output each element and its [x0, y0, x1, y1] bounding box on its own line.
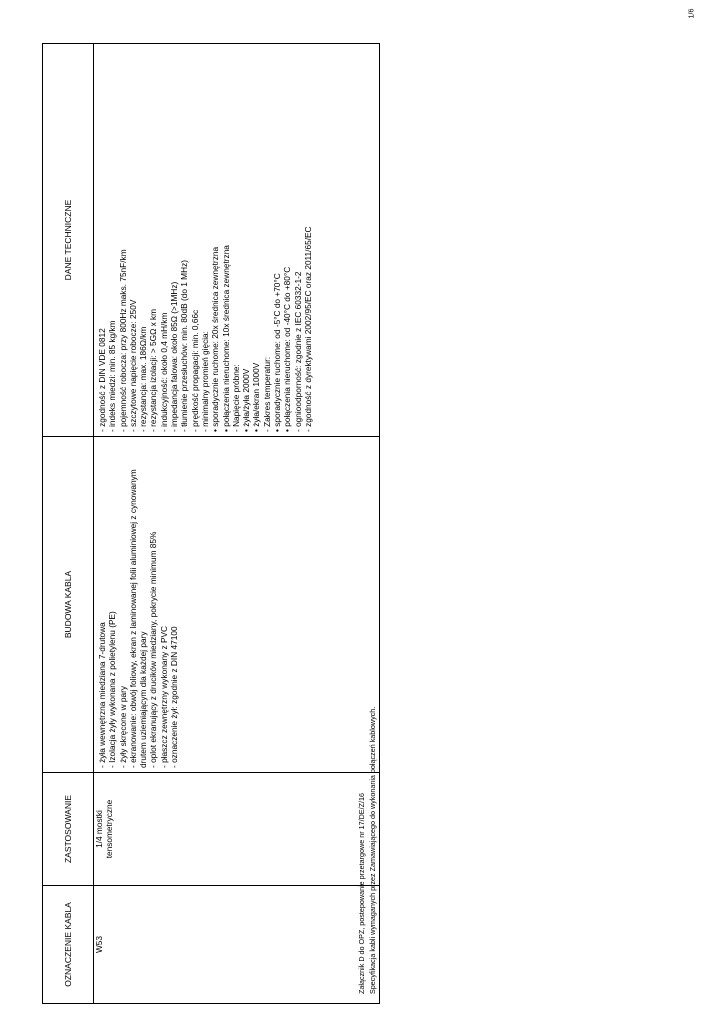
header-construction: BUDOWA KABLA: [43, 437, 94, 773]
list-item: - zgodność z dyrektywami 2002/95/EC oraz 2011/65/EC: [302, 226, 313, 432]
list-item: - żyły skręcone w pary: [117, 685, 128, 768]
list-item: - prędkość propagacji: min. 0,66c: [189, 309, 200, 432]
list-item: - Zakres temperatur:: [261, 356, 272, 432]
list-item: - minimalny promień gięcia:: [199, 331, 210, 432]
list-item: - rezystancja izolacji: > 5GΩ x km: [148, 308, 159, 432]
list-item: - oznaczenie żył: zgodnie z DIN 47100: [169, 626, 180, 768]
list-item: - impedancja falowa: około 85Ω (>1MHz): [169, 281, 180, 432]
list-item: • sporadycznie ruchome: 20x średnica zewnętrzna: [210, 246, 221, 432]
list-item: • połączenia nieruchome: 10x średnica zewnętrzna: [220, 245, 231, 432]
list-item: • sporadycznie ruchome: od -5°C do +70°C: [272, 273, 283, 432]
rotated-footer: [42, 44, 380, 1004]
application-line: tensometryczne: [104, 799, 115, 859]
list-item: - Izolacja żyły wykonana z polietylenu (PE): [107, 611, 118, 768]
list-item: • połączenia nieruchome: od -40°C do +80°C: [282, 266, 293, 432]
list-item: - oplot ekranujący z drucików miedziany, pokrycie minimum 85%: [148, 531, 159, 768]
footer-line-attachment: Załącznik D do OPZ, postepowanie przetargowe nr 17/DE/Z/16: [357, 793, 366, 994]
list-item: - ognioodporność: zgodnie z IEC 60332-1-2: [292, 271, 303, 432]
list-item: - rezystancja: max. 186Ω/km: [138, 326, 149, 432]
list-item: - ekranowanie: obwój foliowy, ekran z laminowanej folii aluminiowej z cynowanym: [127, 469, 138, 768]
list-item: - szczytowe napięcie robocze: 250V: [127, 299, 138, 432]
list-item: • żyła/żyła 2000V: [241, 368, 252, 432]
list-item: - zgodność z DIN VDE 0812: [97, 328, 107, 432]
header-application: ZASTOSOWANIE: [43, 773, 94, 886]
cable-marking: W53: [94, 935, 104, 954]
list-item: • żyła/ekran 1000V: [251, 362, 262, 432]
header-marking: OZNACZENIE KABLA: [43, 886, 94, 1004]
application-line: 1/4 mostki: [94, 810, 104, 848]
header-technical: DANE TECHNICZNE: [43, 44, 94, 437]
list-item: - Napięcie próbne:: [230, 364, 241, 432]
list-item: drutem uziemiającym dla każdej pary: [138, 631, 149, 768]
list-item: - indeks miedzi: min. 85 kg/km: [107, 320, 118, 432]
footer-line-specification: Specyfikacja kabli wymaganych przez Zamawiającego do wykonania połączeń kablowych.: [368, 706, 377, 994]
document-footer: [42, 44, 380, 1004]
list-item: - żyła wewnętrzna miedziana 7-drutowa: [97, 622, 107, 768]
page-number: 1/6: [688, 8, 696, 19]
list-item: - płaszcz zewnętrzny wykonany z PVC: [158, 625, 169, 768]
list-item: - indukcyjność: około 0,4 mH/km: [158, 312, 169, 432]
list-item: - pojemność robocza: przy 800Hz maks. 75nF/km: [117, 249, 128, 432]
list-item: - tłumienie przesłuchów: min. 80dB (do 1 MHz): [179, 260, 190, 432]
